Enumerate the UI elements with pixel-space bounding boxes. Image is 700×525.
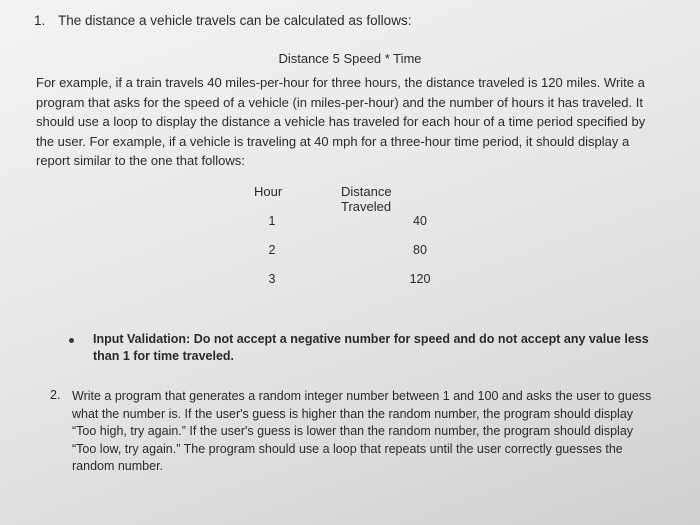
table-cell-hour: 1 [268, 214, 276, 228]
bullet-icon [69, 338, 74, 343]
question-1-intro: The distance a vehicle travels can be calculated as follows: [58, 13, 412, 28]
table-cell-hour: 2 [268, 243, 276, 257]
question-2-text: Write a program that generates a random integer number between 1 and 100 and asks the user to guess what the number is. If the user's guess is higher than the random number, the program should display “Too high, try again.” If the user's guess is lower than the random number, the program should display “Too low, try again.” The program should use a loop that repeats until the user correctly guesses the random number. [72, 389, 652, 473]
table-cell-distance: 120 [409, 272, 431, 286]
question-2-number: 2. [50, 388, 61, 402]
table-cell-distance: 80 [413, 243, 427, 257]
question-1-paragraph: For example, if a train travels 40 miles-per-hour for three hours, the distance traveled is 120 miles. Write a program that asks for the speed of a vehicle (in miles-per-hour) and the number of hours it has traveled. It should use a loop to display the distance a vehicle has traveled for each hour of a time period specified by the user. For example, if a vehicle is traveling at 40 mph for a three-hour time period, it should display a report similar to the one that follows: [36, 75, 646, 168]
table-header-distance: Distance Traveled [341, 184, 392, 214]
table-header-hour: Hour [254, 184, 283, 199]
distance-formula: Distance 5 Speed * Time [278, 51, 422, 66]
table-cell-distance: 40 [413, 214, 427, 228]
question-1-number: 1. [34, 13, 46, 28]
input-validation-note: Input Validation: Do not accept a negative number for speed and do not accept any value less than 1 for time traveled. [93, 332, 649, 363]
table-cell-hour: 3 [268, 272, 276, 286]
